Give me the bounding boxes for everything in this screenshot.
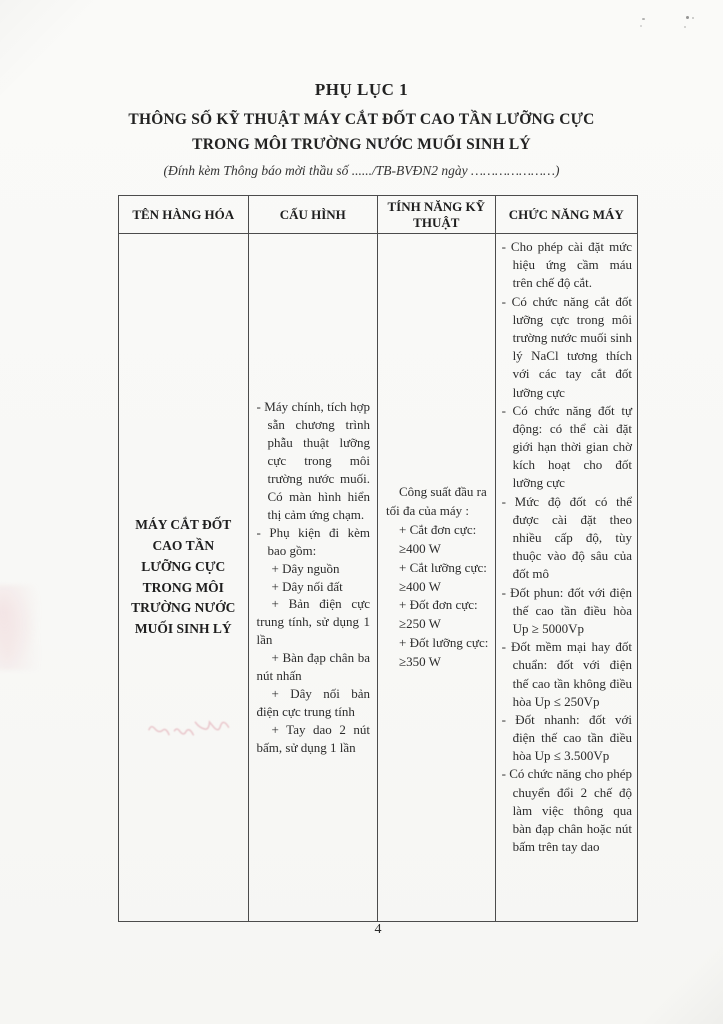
- function-item: - Có chức năng đốt tự động: có thể cài đặt giới hạn thời gian chờ kích hoạt cho đốt lưỡng cực: [501, 402, 632, 491]
- configuration-item: + Dây nguồn: [271, 560, 340, 576]
- cell-machine-functions: [496, 234, 637, 921]
- table-row: [119, 234, 637, 921]
- cell-technical-specs: [378, 234, 496, 921]
- column-header-machine-functions: CHỨC NĂNG MÁY: [508, 206, 624, 222]
- spec-item: + Đốt lưỡng cực: ≥350 W: [399, 635, 489, 669]
- column-header-technical-specs: TÍNH NĂNG KỸ THUẬT: [378, 196, 496, 233]
- attachment-note: (Đính kèm Thông báo mời thầu số ....../TB-BVĐN2 ngày …………………): [163, 163, 560, 178]
- configuration-item: - Máy chính, tích hợp sẵn chương trình phẫu thuật lưỡng cực trong môi trường nước muối. Có màn hình hiển thị cảm ứng chạm.: [256, 399, 371, 522]
- page-number: 4: [374, 922, 382, 937]
- function-item: - Cho phép cài đặt mức hiệu ứng cầm máu trên chế độ cắt.: [501, 239, 632, 291]
- specification-table: [118, 195, 638, 922]
- column-header-product-name: TÊN HÀNG HÓA: [119, 196, 249, 233]
- scan-noise-specks: [640, 14, 710, 34]
- configuration-item: + Bản điện cực trung tính, sử dụng 1 lần: [256, 596, 371, 648]
- spec-item: + Cắt lưỡng cực: ≥400 W: [399, 559, 487, 594]
- document-title-line1: THÔNG SỐ KỸ THUẬT MÁY CẮT ĐỐT CAO TẦN LƯỠNG CỰC: [128, 111, 595, 128]
- configuration-item: + Tay dao 2 nút bấm, sử dụng 1 lần: [256, 722, 371, 755]
- function-item: - Có chức năng cắt đốt lưỡng cực trong môi trường nước muối sinh lý NaCl tương thích với các tay cắt đốt lưỡng cực: [501, 293, 632, 400]
- function-item: - Đốt phun: đốt với điện thế cao tần điều hòa Up ≥ 5000Vp: [501, 584, 632, 636]
- column-header-configuration: CẤU HÌNH: [249, 196, 379, 233]
- cell-configuration: [249, 234, 379, 921]
- ink-bleed-blob: [0, 585, 41, 670]
- function-item: - Có chức năng cho phép chuyển đổi 2 chế độ làm việc thông qua bàn đạp chân hoặc nút bấm trên tay dao: [501, 766, 632, 855]
- spec-item: Công suất đầu ra tối đa của máy :: [386, 484, 487, 519]
- configuration-item: + Bàn đạp chân ba nút nhấn: [256, 650, 371, 684]
- function-item: - Đốt mềm mại hay đốt chuẩn: đốt với điện thế cao tần không điều hòa Up ≤ 250Vp: [501, 639, 632, 709]
- document-title-line2: TRONG MÔI TRƯỜNG NƯỚC MUỐI SINH LÝ: [192, 136, 531, 153]
- configuration-item: + Dây nối bản điện cực trung tính: [256, 686, 371, 720]
- function-item: - Đốt nhanh: đốt với điện thế cao tần điều hòa Up ≤ 3.500Vp: [501, 711, 632, 764]
- document-header: [0, 80, 723, 179]
- appendix-title: PHỤ LỤC 1: [314, 80, 409, 99]
- configuration-item: - Phụ kiện đi kèm bao gồm:: [256, 524, 371, 558]
- function-item: - Mức độ đốt có thể được cài đặt theo nhiều cấp độ, tùy thuộc vào độ sâu của đốt mô: [501, 493, 632, 582]
- spec-item: + Đốt đơn cực: ≥250 W: [399, 597, 478, 632]
- configuration-item: + Dây nối đất: [271, 578, 343, 594]
- cell-product-name: MÁY CẮT ĐỐT CAO TẦN LƯỠNG CỰC TRONG MÔI TRƯỜNG NƯỚC MUỐI SINH LÝ: [119, 234, 249, 921]
- spec-item: + Cắt đơn cực: ≥400 W: [399, 521, 477, 556]
- table-header-row: [119, 196, 637, 234]
